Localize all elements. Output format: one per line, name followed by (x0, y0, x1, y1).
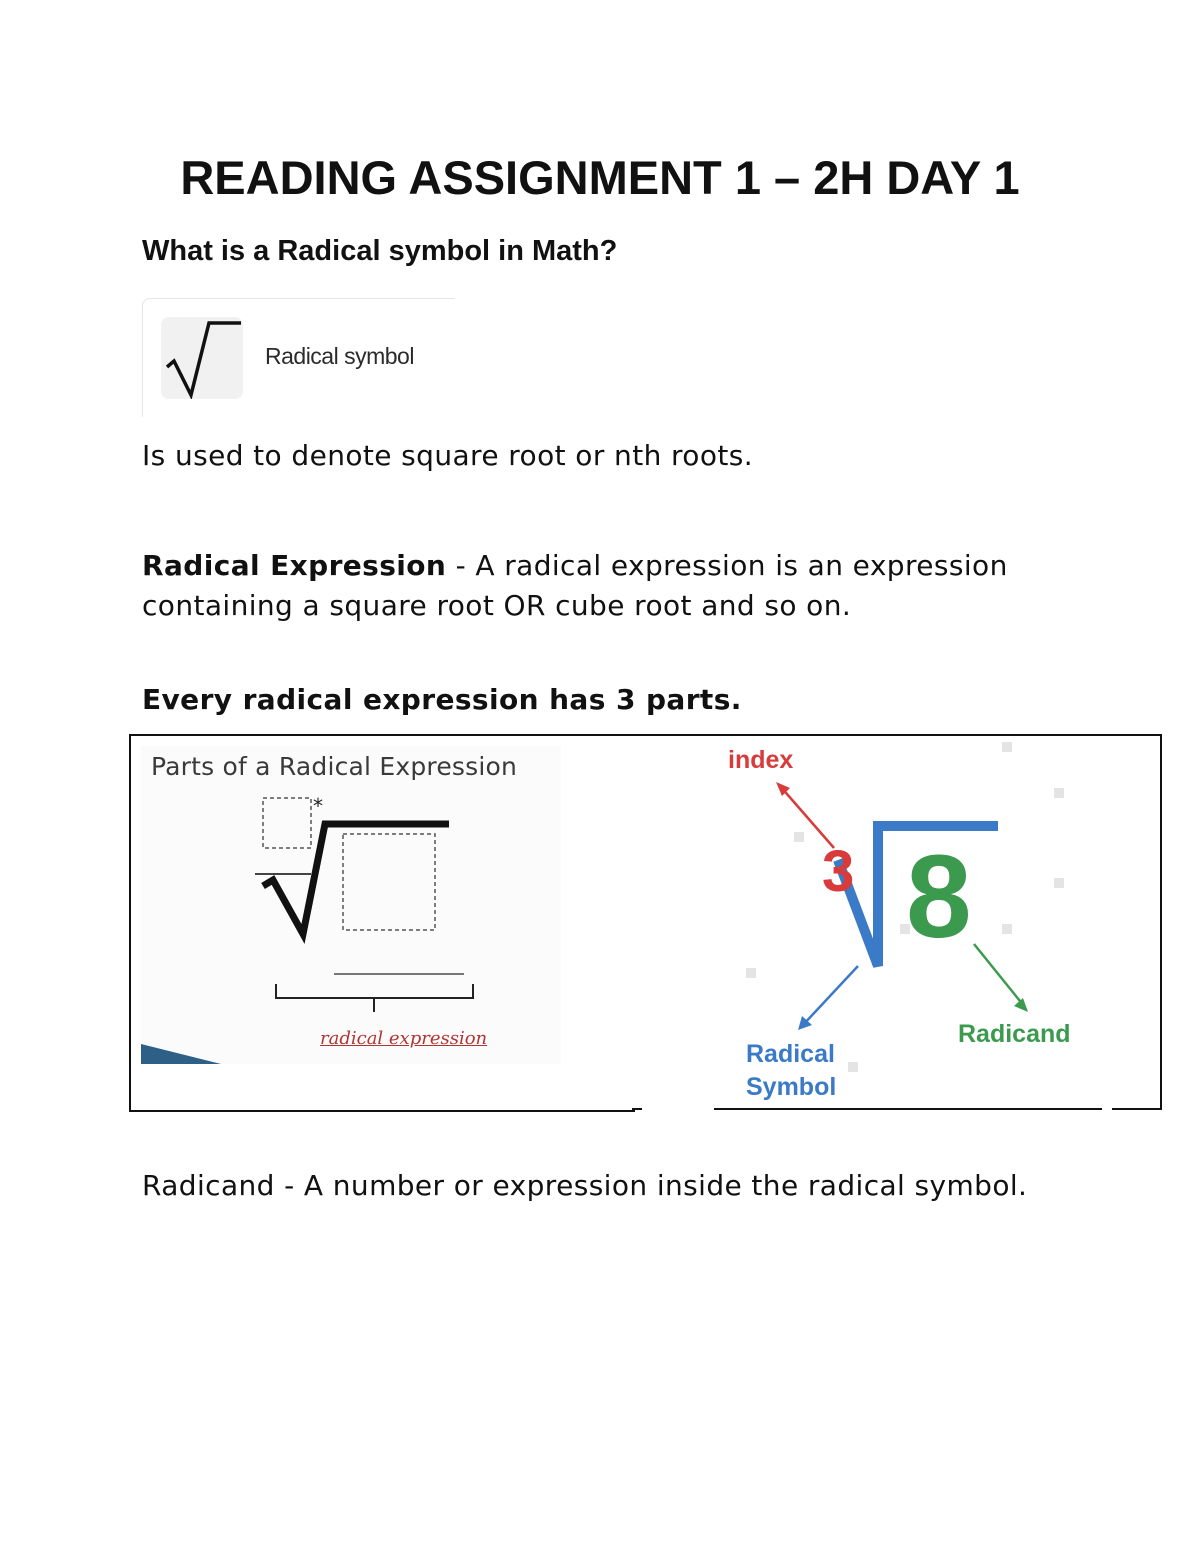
symbol-definition: Is used to denote square root or nth roots. (142, 439, 754, 472)
radical-symbol-text: Radical Symbol (746, 1040, 837, 1101)
parts-of-radical-figure (129, 734, 635, 1112)
cube-root-diagram (632, 736, 1160, 1110)
figure-bottom-border-start (632, 1108, 642, 1110)
figure-bottom-border (714, 1108, 1102, 1110)
radicand-definition: Radicand - A number or expression inside the radical symbol. (142, 1169, 1028, 1202)
decorative-wedge (141, 1044, 221, 1064)
radical-expression-definition (142, 546, 1062, 626)
figure-left-caption: radical expression (320, 1028, 488, 1049)
page-title: READING ASSIGNMENT 1 – 2H DAY 1 (180, 151, 1020, 204)
radical-symbol-card (142, 298, 455, 417)
question-heading: What is a Radical symbol in Math? (142, 235, 618, 267)
index-asterisk: * (313, 794, 323, 818)
radical-expression-text: - A radical expression is an expression containing a square root OR cube root and so on. (142, 549, 1008, 622)
radical-sign (263, 824, 449, 934)
radical-icon (161, 317, 243, 399)
index-label: index (728, 746, 794, 774)
radical-template-diagram (131, 736, 633, 1110)
radicand-label: Radicand (958, 1020, 1071, 1048)
cube-root-figure (632, 734, 1162, 1110)
radical-arrow (802, 966, 858, 1026)
figure-bottom-border-end (1112, 1108, 1162, 1110)
index-placeholder-box (263, 798, 311, 848)
parts-heading: Every radical expression has 3 parts. (142, 683, 742, 716)
curly-brace (276, 984, 473, 1012)
radicand-placeholder-box (343, 834, 435, 930)
radicand-arrow (974, 944, 1024, 1006)
index-value: 3 (822, 839, 855, 904)
radical-expression-term: Radical Expression (142, 549, 447, 582)
radicand-arrowhead (1014, 998, 1028, 1012)
radicand-value: 8 (906, 831, 972, 963)
radical-symbol-label: Radical symbol (265, 343, 414, 369)
figure-left-title: Parts of a Radical Expression (151, 752, 518, 781)
